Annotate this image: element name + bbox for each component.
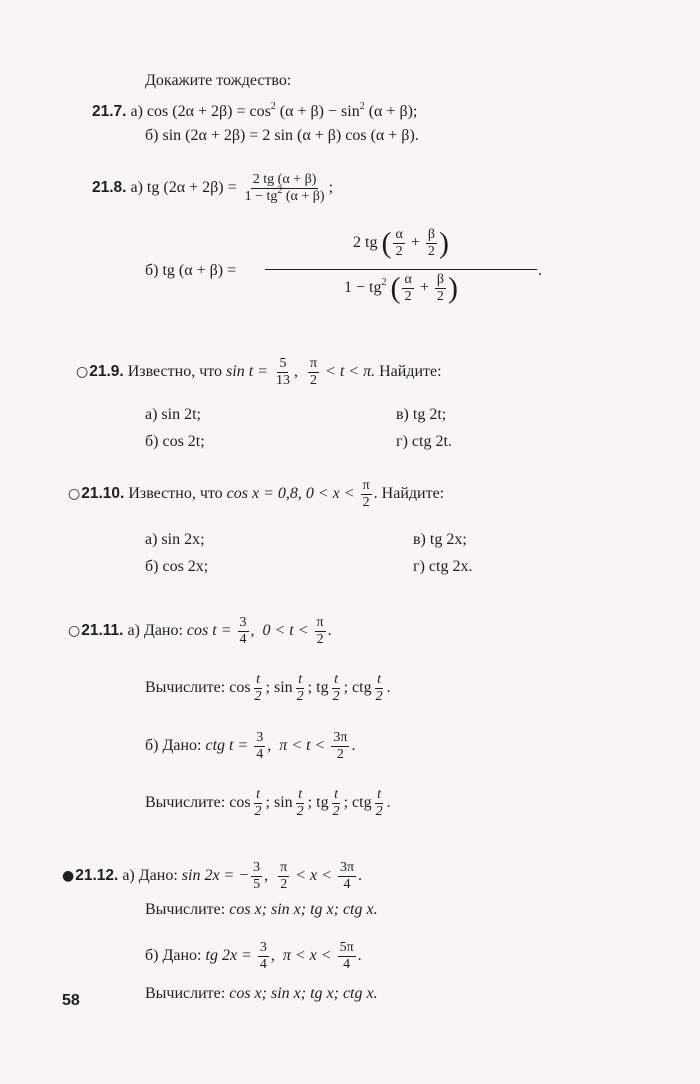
option: г) ctg 2t.: [396, 433, 452, 450]
problem-21-10: ○21.10. Известно, что cos x = 0,8, 0 < x < $\frac{\pi}{2}$ . Найдите:: [68, 477, 445, 510]
page-number: 58: [62, 992, 80, 1009]
option: а) sin 2t;: [145, 406, 201, 423]
problem-number: 21.7.: [92, 103, 127, 120]
option: в) tg 2x;: [413, 531, 467, 548]
problem-21-12-b: б) Дано: tg 2x = $\frac{3}{4}$ , π < x < $\frac{5\pi}{4}$ .: [145, 939, 362, 972]
circle-marker-icon: ○: [76, 364, 89, 380]
option: г) ctg 2x.: [413, 558, 473, 575]
option: а) sin 2x;: [145, 531, 205, 548]
option: в) tg 2t;: [396, 406, 447, 423]
problem-number: 21.10.: [81, 485, 125, 502]
fraction: $\frac{2 tg (\alpha + \beta)}{1 - tg^2 (\alpha + \beta)}$: [244, 171, 325, 204]
problem-21-11-b: б) Дано: ctg t = $\frac{3}{4}$ , π < t < $\frac{3\pi}{2}$ .: [145, 729, 356, 762]
option: б) cos 2t;: [145, 433, 205, 450]
filled-circle-marker-icon: ●: [62, 868, 75, 884]
problem-number: 21.12.: [75, 867, 119, 884]
problem-number: 21.11.: [81, 622, 124, 639]
problem-21-8-a: 21.8. а) tg (2α + 2β) = $\frac{2 tg (\alpha + \beta)}{1 - tg^2 (\alpha + \beta)}$ ;: [92, 171, 334, 204]
problem-21-9: ○21.9. Известно, что sin t = $\frac{5}{13}$ , $\frac{\pi}{2}$ < t < π. Найдите:: [76, 355, 442, 388]
problem-21-7-b: б) sin (2α + 2β) = 2 sin (α + β) cos (α + β).: [145, 127, 419, 144]
compute-line: Вычислите: cos x; sin x; tg x; ctg x.: [145, 985, 378, 1002]
circle-marker-icon: ○: [68, 486, 81, 502]
problem-21-7: 21.7. а) $\cos (2\alpha + 2\beta) = \cos^2 (\alpha + \beta) - \sin^2 (\alpha + \beta)$;: [92, 101, 418, 120]
problem-number: 21.8.: [92, 179, 127, 196]
compute-line: Вычислите: cos $\frac{t}{2}$ ; sin $\frac{t}{2}$ ; tg $\frac{t}{2}$ ; ctg $\frac{t}{2}$ .: [145, 671, 391, 704]
compute-line: Вычислите: cos $\frac{t}{2}$ ; sin $\frac{t}{2}$ ; tg $\frac{t}{2}$ ; ctg $\frac{t}{2}$ .: [145, 786, 391, 819]
option: б) cos 2x;: [145, 558, 209, 575]
problem-21-11-a: ○21.11. а) Дано: cos t = $\frac{3}{4}$ , 0 < t < $\frac{\pi}{2}$ .: [68, 614, 332, 647]
problem-number: 21.9.: [89, 363, 124, 380]
big-fraction: 2 tg ( $\frac{\alpha}{2}$ + $\frac{\beta}{2}$ ) $1 - tg^2$ ( $\frac{\alpha}{2}$ + $\frac{\beta}{2}$ ): [265, 228, 537, 317]
circle-marker-icon: ○: [68, 623, 81, 639]
compute-line: Вычислите: cos x; sin x; tg x; ctg x.: [145, 901, 378, 918]
intro-text: Докажите тождество:: [145, 72, 292, 89]
problem-21-12-a: ●21.12. а) Дано: sin 2x = − $\frac{3}{5}$ , $\frac{\pi}{2}$ < x < $\frac{3\pi}{4}$ .: [62, 859, 363, 892]
